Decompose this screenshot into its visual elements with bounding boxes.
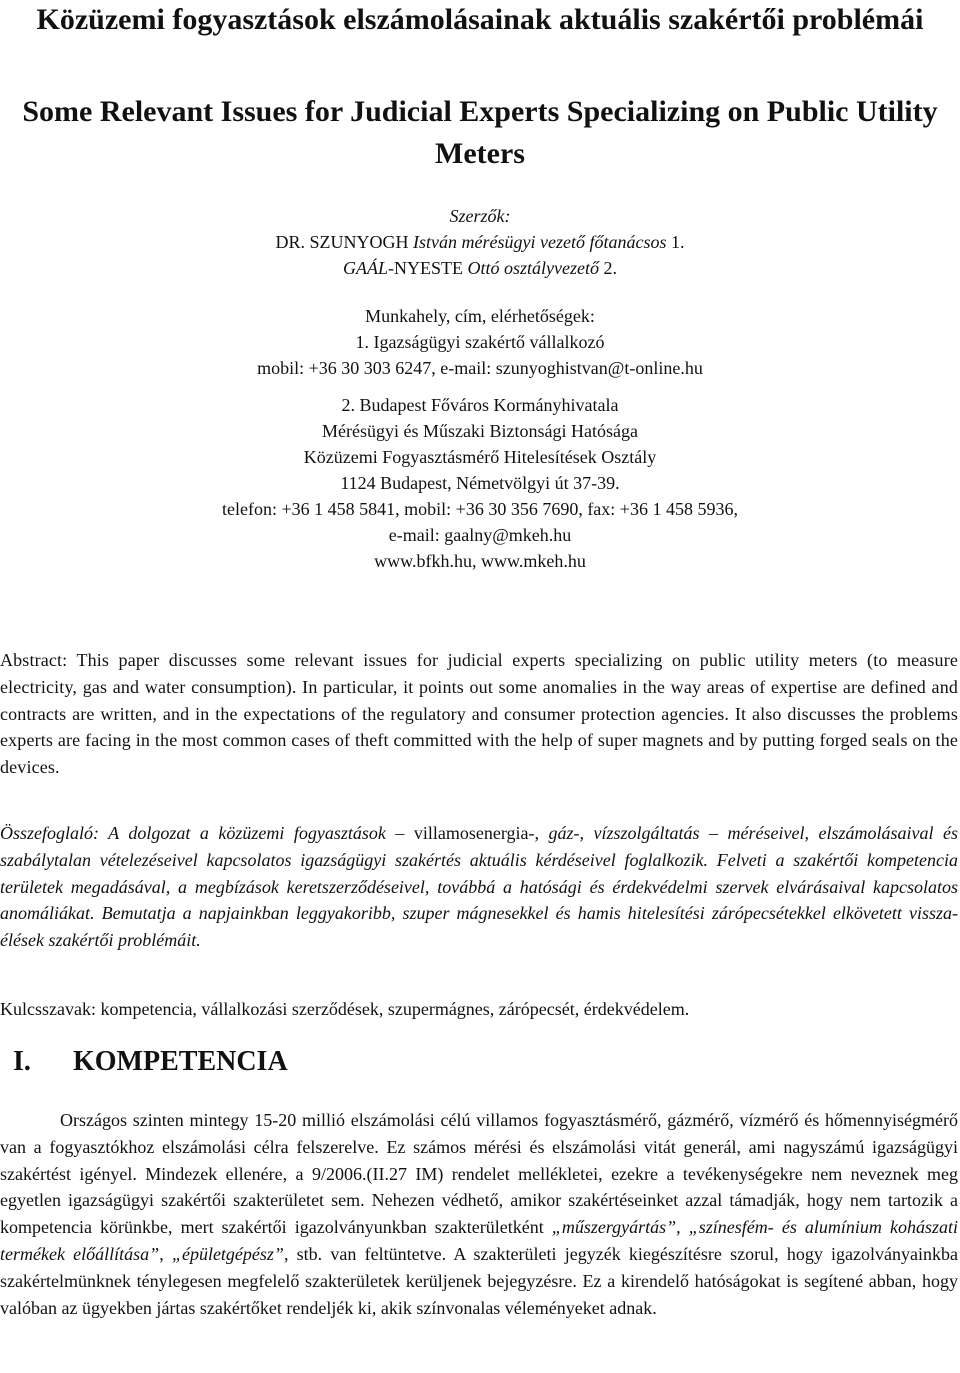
affiliation-2-address: 1124 Budapest, Németvölgyi út 37-39. — [340, 473, 620, 493]
author-2-number: 2. — [603, 258, 617, 278]
section-heading — [13, 1043, 513, 1081]
body-sep-2: , — [159, 1243, 172, 1264]
author-1 — [0, 229, 960, 255]
affiliation-2 — [0, 392, 960, 574]
author-2 — [0, 255, 960, 281]
affiliation-2-line-2: Mérésügyi és Műszaki Biztonsági Hatósága — [322, 421, 638, 441]
body-quote-1: „műszergyártás” — [551, 1217, 677, 1238]
body-paragraph — [0, 1107, 958, 1321]
affiliation-2-line-3: Közüzemi Fogyasztásmérő Hitelesítések Osztály — [303, 447, 657, 467]
contact-heading: Munkahely, cím, elérhetőségek: — [365, 306, 595, 326]
abstract-paragraph: Abstract: This paper discusses some relevant issues for judicial experts specializing on public utility meters (to measure electricity, gas and water consumption). In particular, it points out some anomalies in the way areas of expertise are defined and contracts are written, and in the expectations of the regulatory and consumer protection agencies. It also discusses the problems experts are facing in the most common cases of theft committed with the help of super magnets and by putting forged seals on the devices. — [0, 650, 958, 778]
affiliation-2-websites: www.bfkh.hu, www.mkeh.hu — [374, 551, 586, 571]
summary-paragraph — [0, 820, 958, 954]
summary-part-2: villamosenergia- — [413, 823, 535, 843]
keywords-line: Kulcsszavak: kompetencia, vállalkozási szerződések, szupermágnes, zárópecsét, érdekvédelem. — [0, 999, 690, 1019]
body-quote-3: „épületgépész” — [171, 1243, 284, 1264]
authors-label: Szerzők: — [449, 206, 511, 226]
body-sep-1: , — [676, 1217, 689, 1238]
affiliation-1-contact: mobil: +36 30 303 6247, e-mail: szunyoghistvan@t-online.hu — [257, 358, 703, 378]
summary-part-3: , gáz-, vízszolgáltatás – méréseivel, elszámolásaival és szabálytalan vételezéseivel kapcsolatos igazságügyi szakértés aktuális kérdéseivel foglalkozik. Felveti a szakértői kompetencia területek megadásával, a megbízások keretszerződéseivel, továbbá a hatósági és érdekvédelmi szervek elvárásaival kapcsolatos anomáliákat. Bemutatja a napjainkban leggyakoribb, szuper mágnesekkel és hamis hitelesítési zárópecsétekkel elkövetett visszaélések szakértői problémáit. — [0, 823, 958, 951]
section-title: KOMPETENCIA — [73, 1046, 288, 1077]
body-quote-2: „színesfém- és alumínium kohászati termékek előállítása” — [0, 1217, 959, 1264]
author-1-name: DR. SZUNYOGH — [275, 232, 409, 252]
author-1-role: István mérésügyi vezető főtanácsos — [408, 232, 671, 252]
author-1-number: 1. — [670, 232, 685, 252]
affiliation-2-email: e-mail: gaalny@mkeh.hu — [388, 525, 572, 545]
summary-part-1: Összefoglaló: A dolgozat a közüzemi fogyasztások – — [0, 823, 414, 843]
title-english: Some Relevant Issues for Judicial Experts Specializing on Public Utility Meters — [22, 95, 938, 170]
authors-block — [0, 203, 960, 281]
author-2-name-a: GAÁL — [343, 258, 388, 278]
author-2-name-b: -NYESTE — [388, 258, 468, 278]
body-text-1: Országos szinten mintegy 15-20 millió elszámolási célú villamos fogyasztásmérő, gázmérő, vízmérő és hőmennyiségmérő van a fogyasztókhoz elszámolási célra felszerelve. Ez számos mérési és elszámolási vitát generál, ami nagyszámú igazságügyi szakértést igényel. Mindezek ellenére, a 9/2006.(II.27 IM) rendelet mellékletei, ezekre a tevékenységekre nem neveznek meg egyetlen igazságügyi szakértői szakterületet sem. Nehezen védhető, amikor szakértéseinket azzal támadják, hogy nem tartozik a kompetencia körünkbe, mert szakértői igazolványunkban szakterületként — [0, 1110, 958, 1238]
title-hungarian: Közüzemi fogyasztások elszámolásainak aktuális szakértői problémái — [36, 3, 924, 36]
affiliation-2-line-1: 2. Budapest Főváros Kormányhivatala — [341, 395, 619, 415]
section-number: I. — [13, 1046, 31, 1077]
body-text-2: , stb. van feltüntetve. A szakterületi jegyzék kiegészítésre szorul, hogy igazolványainkba szakértelmünknek ténylegesen megfelelő szakterületek kerüljenek bejegyzésre. Ez a kirendelő hatóságokat is segítené abban, hogy valóban az ügyekben jártas szakértőket rendeljék ki, akik színvonalas véleményeket adnak. — [0, 1243, 959, 1318]
affiliation-1-name: 1. Igazságügyi szakértő vállalkozó — [355, 332, 605, 352]
author-2-role: Ottó osztályvezető — [467, 258, 604, 278]
affiliation-2-phones: telefon: +36 1 458 5841, mobil: +36 30 356 7690, fax: +36 1 458 5936, — [222, 499, 738, 519]
affiliation-1 — [0, 303, 960, 381]
